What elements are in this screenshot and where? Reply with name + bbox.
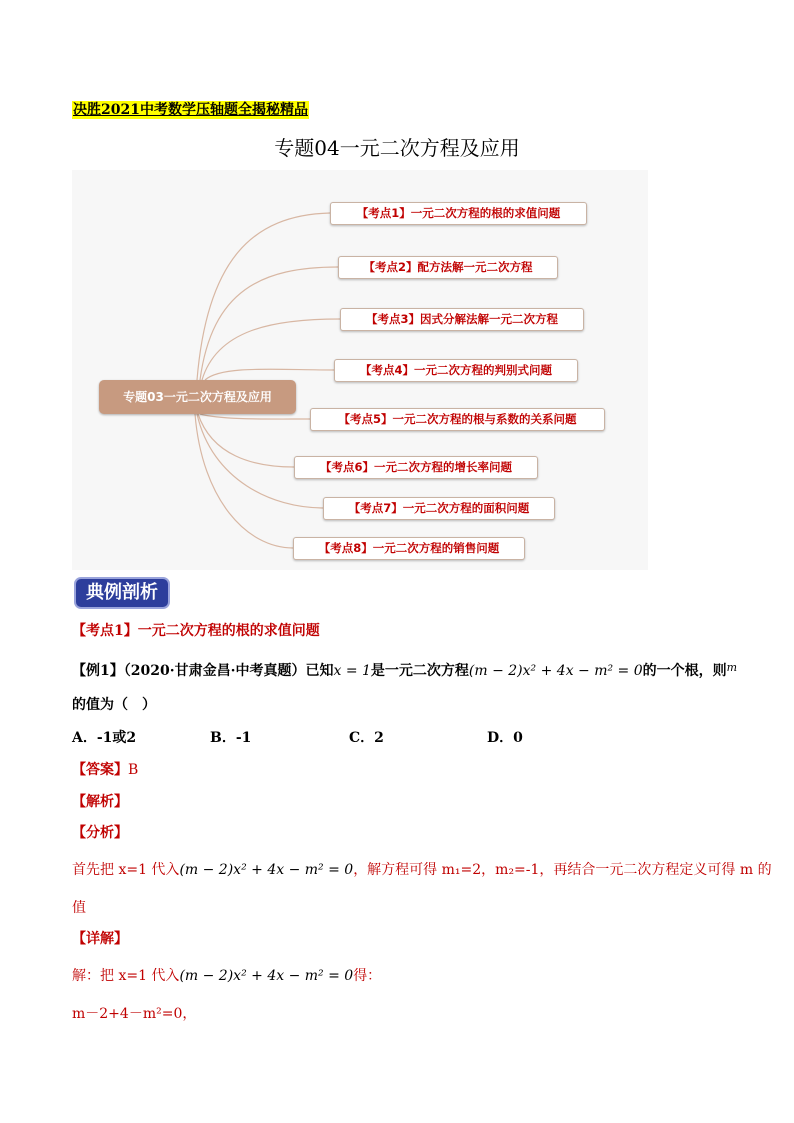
mindmap-node-2: 【考点2】配方法解一元二次方程 <box>338 256 558 279</box>
page-title: 专题04一元二次方程及应用 <box>274 136 520 160</box>
analysis-equation: (m − 2)x² + 4x − m² = 0 <box>179 862 354 878</box>
option-c: C．2 <box>349 730 384 746</box>
answer-value: B <box>128 762 139 778</box>
fenxi-heading: 【分析】 <box>72 825 128 841</box>
answer-line <box>72 760 138 780</box>
example-question <box>72 658 737 681</box>
mindmap-node-6: 【考点6】一元二次方程的增长率问题 <box>294 456 538 479</box>
mindmap-root: 专题03一元二次方程及应用 <box>99 380 296 414</box>
example-tag: 【例1】 <box>72 663 124 679</box>
option-d: D．0 <box>487 730 523 746</box>
example-end: 的一个根，则 <box>642 663 727 679</box>
mindmap-node-7: 【考点7】一元二次方程的面积问题 <box>323 497 555 520</box>
example-equation: (m − 2)x² + 4x − m² = 0 <box>468 663 643 679</box>
connector-1 <box>197 213 330 380</box>
example-mid: 是一元二次方程 <box>370 663 469 679</box>
example-eq-root: x = 1 <box>333 663 371 679</box>
detail-1a: 解：把 x=1 代入 <box>72 968 180 984</box>
mindmap-node-3: 【考点3】因式分解法解一元二次方程 <box>340 308 584 331</box>
mindmap-node-4: 【考点4】一元二次方程的判别式问题 <box>334 359 578 382</box>
analysis-line-2: 值 <box>72 900 86 916</box>
analysis-1b: ，解方程可得 m₁=2，m₂=-1，再结合一元二次方程定义可得 m 的 <box>353 862 772 878</box>
mindmap <box>72 170 648 570</box>
example-question-tail: 的值为（ ） <box>72 697 156 713</box>
mindmap-node-5: 【考点5】一元二次方程的根与系数的关系问题 <box>310 408 605 431</box>
section-badge: 典例剖析 <box>74 577 170 609</box>
example-source: （2020·甘肃金昌·中考真题）已知 <box>123 663 334 679</box>
connector-2 <box>200 267 338 380</box>
xiangjie-heading: 【详解】 <box>72 931 128 947</box>
series-banner: 决胜2021中考数学压轴题全揭秘精品 <box>73 102 308 118</box>
kaodian-heading: 【考点1】一元二次方程的根的求值问题 <box>72 623 320 639</box>
connector-8 <box>195 414 293 548</box>
option-b: B．-1 <box>210 730 252 746</box>
jiexi-heading: 【解析】 <box>72 794 128 810</box>
connector-3 <box>202 319 340 380</box>
detail-1b: 得： <box>353 968 382 984</box>
detail-line-2: m－2+4－m²=0， <box>72 1006 197 1022</box>
connector-6 <box>198 414 294 467</box>
analysis-line-1 <box>72 860 772 880</box>
mindmap-node-1: 【考点1】一元二次方程的根的求值问题 <box>330 202 587 225</box>
answer-tag: 【答案】 <box>72 762 128 778</box>
detail-equation: (m − 2)x² + 4x − m² = 0 <box>179 968 354 984</box>
example-var: m <box>726 661 738 674</box>
analysis-1a: 首先把 x=1 代入 <box>72 862 180 878</box>
option-a: A．-1或2 <box>72 730 137 746</box>
detail-line-1 <box>72 966 381 986</box>
connector-4 <box>205 369 334 380</box>
connector-5 <box>200 414 310 419</box>
mindmap-node-8: 【考点8】一元二次方程的销售问题 <box>293 537 525 560</box>
